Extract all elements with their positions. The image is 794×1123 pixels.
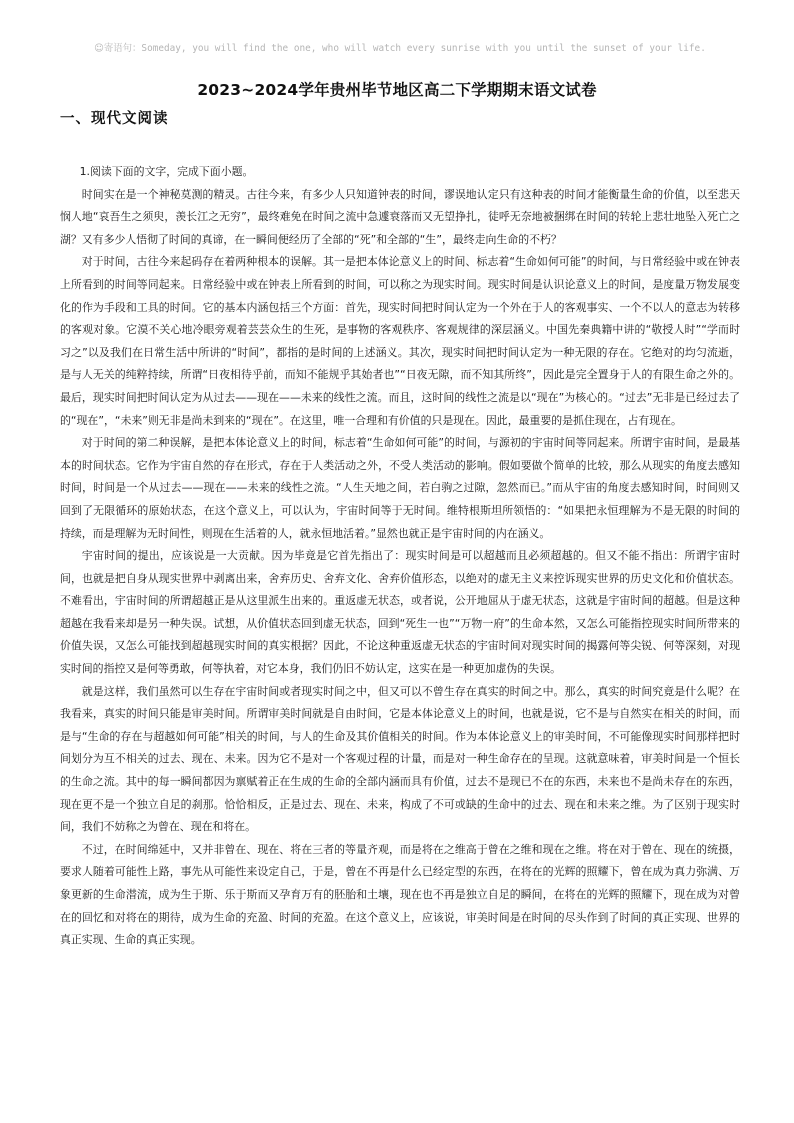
passage-paragraph-2: 对于时间，古往今来起码存在着两种根本的误解。其一是把本体论意义上的时间、标志着“生命如何可能”的时间，与日常经验中或在钟表上所看到的时间等同起来。日常经验中或在钟表上所看到的时间，可以称之为现实时间。现实时间是认识论意义上的时间，是度量万物发展变化的作为手段和工具的时间。它的基本内涵包括三个方面：首先，现实时间把时间认定为一个外在于人的客观事实、一个不以人的意志为转移的客观对象。它漠不关心地冷眼旁观着芸芸众生的生死，是事物的客观秩序、客观规律的深层涵义。中国先秦典籍中讲的“敬授人时”“学而时习之”以及我们在日常生活中所讲的“时间”，都指的是时间的上述涵义。其次，现实时间把时间认定为一种无限的存在。它绝对的均匀流逝，是与人无关的纯粹持续，所谓“日夜相待乎前，而知不能规乎其始者也”“日夜无隙，而不知其所终”，因此是完全置身于人的有限生命之外的。最后，现实时间把时间认定为从过去——现在——未来的线性之流。而且，这时间的线性之流是以“现在”为核心的。“过去”无非是已经过去了的“现在”，“未来”则无非是尚未到来的“现在”。在这里，唯一合理和有价值的只是现在。因此，最重要的是抓住现在，占有现在。 bbox=[60, 255, 740, 427]
passage-paragraph-5: 就是这样，我们虽然可以生存在宇宙时间或者现实时间之中，但又可以不曾生存在真实的时间之中。那么，真实的时间究竟是什么呢？在我看来，真实的时间只能是审美时间。所谓审美时间就是自由时间，它是本体论意义上的时间，也就是说，它不是与自然实在相关的时间，而是与“生命的存在与超越如何可能”相关的时间，与人的生命及其价值相关的时间。作为本体论意义上的审美时间，不可能像现实时间那样把时间划分为互不相关的过去、现在、未来。因为它不是对一个客观过程的计量，而是对一种生命存在的呈现。这就意味着，审美时间是一个恒长的生命之流。其中的每一瞬间都因为禀赋着正在生成的生命的全部内涵而具有价值，过去不是现已不在的东西，未来也不是尚未存在的东西，现在更不是一个独立自足的刹那。恰恰相反，正是过去、现在、未来，构成了不可或缺的生命中的过去、现在和未来之维。为了区别于现实时间，我们不妨称之为曾在、现在和将在。 bbox=[60, 684, 740, 834]
header-motto bbox=[60, 40, 740, 54]
passage-paragraph-4: 宇宙时间的提出，应该说是一大贡献。因为毕竟是它首先指出了：现实时间是可以超越而且必须超越的。但又不能不指出：所谓宇宙时间，也就是把自身从现实世界中剥离出来，舍弃历史、舍弃文化、舍弃价值形态，以绝对的虚无主义来控诉现实世界的历史文化和价值状态。不难看出，宇宙时间的所谓超越正是从这里派生出来的。重返虚无状态，或者说，公开地屈从于虚无状态，这就是宇宙时间的超越。但是这种超越在我看来却是另一种失误。试想，从价值状态回到虚无状态，回到“死生一也”“万物一府”的生命本然，又怎么可能指控现实时间所带来的价值失误，又怎么可能找到超越现实时间的真实根据？因此，不论这种重返虚无状态的宇宙时间对现实时间的揭露何等尖锐、何等深刻，对现实时间的指控又是何等勇敢，何等执着，对它本身，我们仍旧不妨认定，这实在是一种更加虚伪的失误。 bbox=[60, 549, 740, 676]
motto-text: Someday, you will find the one, who will watch every sunrise with you until the sunset of your life. bbox=[141, 43, 706, 54]
document-title: 2023~2024学年贵州毕节地区高二下学期期末语文试卷 bbox=[197, 81, 597, 99]
passage-paragraph-6: 不过，在时间绵延中，又并非曾在、现在、将在三者的等量齐观，而是将在之维高于曾在之维和现在之维。将在对于曾在、现在的统摄，要求人随着可能性上路，事先从可能性来设定自己，于是，曾在不再是什么已经定型的东西，在将在的光辉的照耀下，曾在成为真力弥满、万象更新的生命潜流，成为生于斯、乐于斯而又孕育万有的胚胎和土壤，现在也不再是独立自足的瞬间，在将在的光辉的照耀下，现在成为对曾在的回忆和对将在的期待，成为生命的充盈、时间的充盈。在这个意义上，应该说，审美时间是在时间的尽头作到了时间的真正实现、世界的真正实现、生命的真正实现。 bbox=[60, 842, 740, 947]
reading-passage bbox=[60, 161, 740, 952]
passage-paragraph-3: 对于时间的第二种误解，是把本体论意义上的时间，标志着“生命如何可能”的时间，与源初的宇宙时间等同起来。所谓宇宙时间，是最基本的时间状态。它作为宇宙自然的存在形式，存在于人类活动之外，不受人类活动的影响。假如要做个简单的比较，那么从现实的角度去感知时间，时间是一个从过去——现在——未来的线性之流。“人生天地之间，若白驹之过隙，忽然而已。”而从宇宙的角度去感知时间，时间则又回到了无限循环的原始状态，在这个意义上，可以认为，宇宙时间等于无时间。维特根斯坦所领悟的：“如果把永恒理解为不是无限的时间的持续，而是理解为无时间性，则现在生活着的人，就永恒地活着。”显然也就正是宇宙时间的内在涵义。 bbox=[60, 436, 740, 540]
section-heading: 一、现代文阅读 bbox=[60, 111, 169, 127]
question-prompt: 1.阅读下面的文字，完成下面小题。 bbox=[79, 165, 254, 178]
motto-prefix: ☺寄语句： bbox=[94, 43, 142, 54]
passage-paragraph-1: 时间实在是一个神秘莫测的精灵。古往今来，有多少人只知道钟表的时间，谬误地认定只有这种表的时间才能衡量生命的价值，以至悲天悯人地“哀吾生之须臾，羡长江之无穷”，最终难免在时间之流中急遽衰落而又无望挣扎，徒呼无奈地被捆绑在时间的转轮上悲壮地坠入死亡之湖？又有多少人悟彻了时间的真谛，在一瞬间便经历了全部的“死”和全部的“生”，最终走向生命的不朽？ bbox=[60, 187, 740, 246]
